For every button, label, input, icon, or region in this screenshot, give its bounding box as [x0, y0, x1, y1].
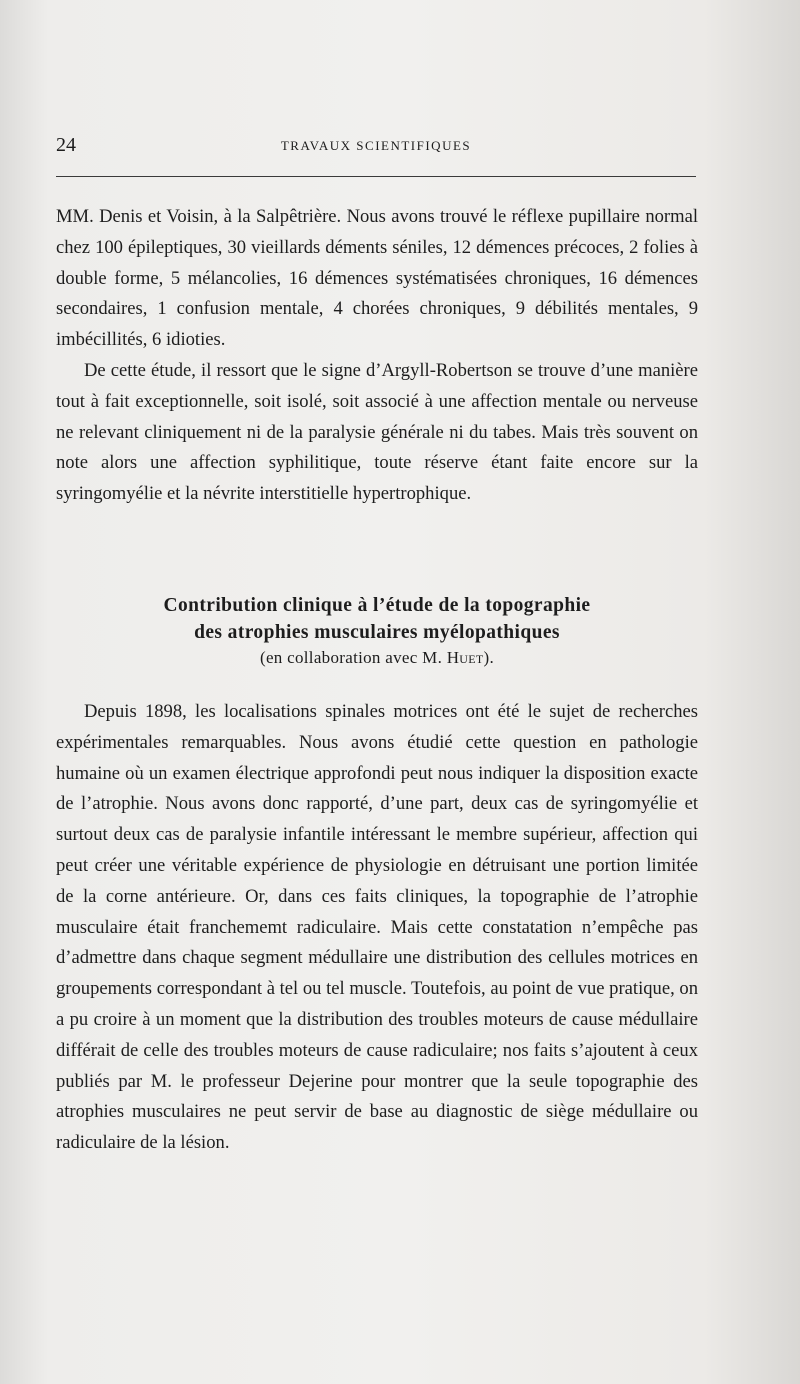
collab-prefix: (en collaboration avec M.	[259, 648, 447, 667]
section-heading	[56, 592, 698, 670]
section-collaboration	[56, 646, 698, 670]
collab-name: Huet	[446, 648, 484, 667]
page-number: 24	[56, 134, 76, 156]
text-block-top	[56, 202, 698, 510]
text-block-section	[56, 697, 698, 1159]
header-rule	[56, 176, 696, 177]
running-header	[56, 128, 696, 160]
section-title-line-1: Contribution clinique à l’étude de la topographie	[163, 595, 591, 616]
running-title: TRAVAUX SCIENTIFIQUES	[280, 138, 472, 153]
paragraph-results: MM. Denis et Voisin, à la Salpêtrière. Nous avons trouvé le réflexe pupillaire normal chez 100 épileptiques, 30 vieillards déments séniles, 12 démences précoces, 2 folies à double forme, 5 mélancolies, 16 démences systématisées chroniques, 16 démences secondaires, 1 confusion mentale, 4 chorées chroniques, 9 débilités mentales, 9 imbécillités, 6 idioties.	[56, 206, 698, 351]
paragraph-conclusion: De cette étude, il ressort que le signe d’Argyll-Robertson se trouve d’une manière tout à fait exceptionnelle, soit isolé, soit associé à une affection mentale ou nerveuse ne relevant cliniquement ni de la paralysie générale ni du tabes. Mais très souvent on note alors une affection syphilitique, toute réserve étant faite encore sur la syringomyélie et la névrite interstitielle hypertrophique.	[56, 359, 698, 505]
collab-suffix: ).	[483, 648, 495, 667]
section-title-line-2: des atrophies musculaires myélopathiques	[194, 622, 560, 643]
paragraph-section-body: Depuis 1898, les localisations spinales motrices ont été le sujet de recherches expérimentales remarquables. Nous avons étudié cette question en pathologie humaine où un examen électrique approfondi peut nous indiquer la disposition exacte de l’atrophie. Nous avons donc rapporté, d’une part, deux cas de syringomyélie et surtout deux cas de paralysie infantile intéressant le membre supérieur, affection qui peut créer une véritable expérience de physiologie en détruisant une portion limitée de la corne antérieure. Or, dans ces faits cliniques, la topographie de l’atrophie musculaire était franchememt radiculaire. Mais cette constatation n’empêche pas d’admettre dans chaque segment médullaire une distribution des cellules motrices en groupements correspondant à tel ou tel muscle. Toutefois, au point de vue pratique, on a pu croire à un moment que la distribution des troubles moteurs de cause médullaire différait de celle des troubles moteurs de cause radiculaire; nos faits s’ajoutent à ceux publiés par M. le professeur Dejerine pour montrer que la seule topographie des atrophies musculaires ne peut servir de base au diagnostic de siège médullaire ou radiculaire de la lésion.	[56, 701, 698, 1154]
